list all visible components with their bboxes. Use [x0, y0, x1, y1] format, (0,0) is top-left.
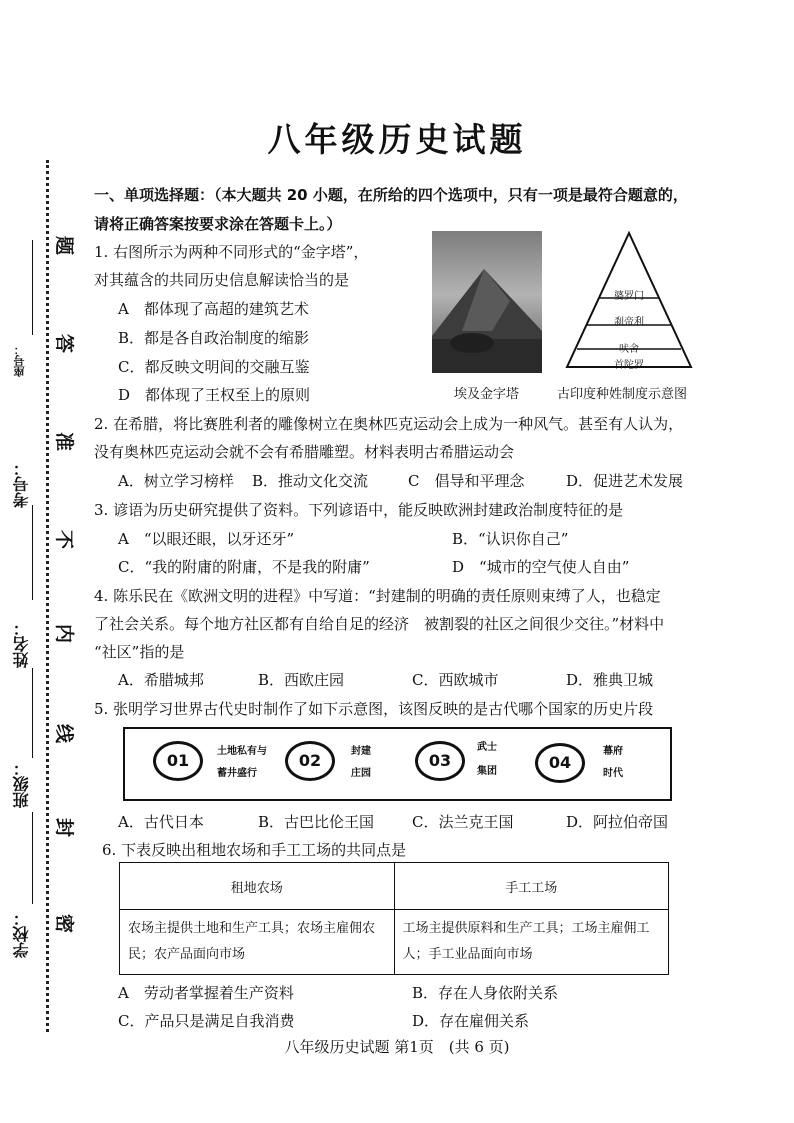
class-field[interactable] — [32, 812, 33, 904]
table-header-row — [120, 863, 669, 910]
egypt-pyramid-photo — [432, 231, 542, 373]
q2-stem-line2: 没有奥林匹克运动会就不会有希腊雕塑。材料表明古希腊运动会 — [94, 443, 515, 461]
seat-number-label: 座号： — [13, 344, 26, 377]
binding-char: 题 — [53, 235, 76, 256]
q1-option-b: B．都是各自政治制度的缩影 — [118, 329, 310, 347]
q1-stem-line2: 对其蕴含的共同历史信息解读恰当的是 — [94, 271, 350, 289]
q3-option-b: B．“认识你自己” — [452, 530, 569, 548]
timeline-step-3-line1: 武士 — [477, 742, 497, 753]
q4-option-d: D．雅典卫城 — [566, 671, 654, 689]
name-label: 姓名： — [12, 620, 31, 668]
binding-strip — [0, 0, 80, 1123]
q4-option-b: B．西欧庄园 — [258, 671, 345, 689]
timeline-step-4-number: 04 — [535, 743, 585, 783]
class-label: 班级： — [12, 760, 31, 808]
exam-number-field[interactable] — [32, 505, 33, 600]
q6-stem: 6. 下表反映出租地农场和手工工场的共同点是 — [102, 841, 407, 859]
q5-option-c: C．法兰克王国 — [412, 813, 514, 831]
binding-char: 不 — [53, 529, 76, 550]
page-title: 八年级历史试题 — [267, 120, 527, 159]
q3-option-d: D “城市的空气使人自由” — [452, 558, 630, 576]
q2-option-d: D．促进艺术发展 — [566, 472, 684, 490]
q1-option-d: D 都体现了王权至上的原则 — [118, 386, 311, 404]
q6-option-b: B．存在人身依附关系 — [412, 984, 559, 1002]
timeline-step-1-line1: 土地私有与 — [217, 746, 267, 757]
q5-option-a: A．古代日本 — [118, 813, 204, 831]
binding-char: 答 — [53, 333, 76, 354]
timeline-step-2-line2: 庄园 — [351, 768, 371, 779]
q2-option-b: B．推动文化交流 — [252, 472, 369, 490]
q5-option-b: B．古巴比伦王国 — [258, 813, 375, 831]
q5-stem: 5. 张明学习世界古代史时制作了如下示意图，该图反映的是古代哪个国家的历史片段 — [94, 700, 654, 718]
q4-stem-line2: 了社会关系。每个地方社区都有自给自足的经济 被割裂的社区之间很少交往。”材料中 — [94, 615, 665, 633]
caste-level-4: 首陀罗 — [614, 360, 644, 371]
timeline-step-4-line2: 时代 — [603, 768, 623, 779]
comparison-table — [119, 862, 669, 975]
name-field[interactable] — [32, 668, 33, 758]
timeline-step-4-line1: 幕府 — [603, 746, 623, 757]
caste-level-3: 吠舍 — [619, 344, 639, 355]
q4-stem-line3: “社区”指的是 — [94, 643, 185, 661]
binding-char: 内 — [53, 623, 76, 644]
school-label: 学校： — [12, 910, 31, 958]
q4-option-a: A．希腊城邦 — [118, 671, 204, 689]
timeline-diagram — [123, 727, 672, 801]
fig1-caption: 埃及金字塔 — [454, 387, 520, 402]
binding-char: 线 — [53, 723, 76, 744]
q6-option-c: C．产品只是满足自我消费 — [118, 1012, 295, 1030]
q1-option-a: A 都体现了高超的建筑艺术 — [118, 300, 309, 318]
q4-stem-line1: 4. 陈乐民在《欧洲文明的进程》中写道：“封建制的明确的责任原则束缚了人，也稳定 — [94, 587, 661, 605]
q4-option-c: C．西欧城市 — [412, 671, 499, 689]
q2-option-a: A．树立学习榜样 — [118, 472, 234, 490]
q5-option-d: D．阿拉伯帝国 — [566, 813, 669, 831]
page-footer: 八年级历史试题 第1页 (共 6 页) — [284, 1038, 510, 1056]
binding-char: 准 — [53, 431, 76, 452]
timeline-step-3-number: 03 — [415, 741, 465, 781]
exam-number-label: 考号： — [12, 460, 31, 508]
q1-option-c: C．都反映文明间的交融互鉴 — [118, 358, 310, 376]
timeline-step-3-line2: 集团 — [477, 766, 497, 777]
q1-stem-line1: 1. 右图所示为两种不同形式的“金字塔”， — [94, 243, 369, 261]
table-cell: 工场主提供原料和生产工具；工场主雇佣工人；手工业品面向市场 — [394, 910, 669, 975]
q2-option-c: C 倡导和平理念 — [408, 472, 525, 490]
binding-char: 封 — [53, 817, 76, 838]
seat-number-field[interactable] — [32, 240, 33, 335]
fig2-caption: 古印度种姓制度示意图 — [557, 387, 688, 402]
q3-option-a: A “以眼还眼，以牙还牙” — [118, 530, 295, 548]
table-row — [120, 910, 669, 975]
q3-option-c: C．“我的附庸的附庸，不是我的附庸” — [118, 558, 370, 576]
section-instruction-line2: 请将正确答案按要求涂在答题卡上。） — [94, 215, 342, 233]
section-instruction-line1: 一、单项选择题：（本大题共 20 小题，在所给的四个选项中，只有一项是最符合题意的， — [94, 186, 688, 204]
q3-stem: 3. 谚语为历史研究提供了资料。下列谚语中，能反映欧洲封建政治制度特征的是 — [94, 501, 624, 519]
caste-level-1: 婆罗门 — [614, 291, 644, 302]
timeline-step-2-line1: 封建 — [351, 746, 371, 757]
caste-level-2: 刹帝利 — [614, 317, 644, 328]
timeline-step-2-number: 02 — [285, 741, 335, 781]
timeline-step-1-number: 01 — [153, 741, 203, 781]
q6-option-d: D．存在雇佣关系 — [412, 1012, 530, 1030]
q2-stem-line1: 2. 在希腊，将比赛胜利者的雕像树立在奥林匹克运动会上成为一种风气。甚至有人认为， — [94, 415, 684, 433]
q6-option-a: A 劳动者掌握着生产资料 — [118, 984, 294, 1002]
binding-char: 密 — [53, 913, 76, 934]
table-cell: 农场主提供土地和生产工具；农场主雇佣农民；农产品面向市场 — [120, 910, 395, 975]
table-header: 租地农场 — [120, 863, 395, 910]
timeline-step-1-line2: 蓄井盛行 — [217, 768, 257, 779]
binding-dotted-line — [46, 160, 49, 1032]
table-header: 手工工场 — [394, 863, 669, 910]
